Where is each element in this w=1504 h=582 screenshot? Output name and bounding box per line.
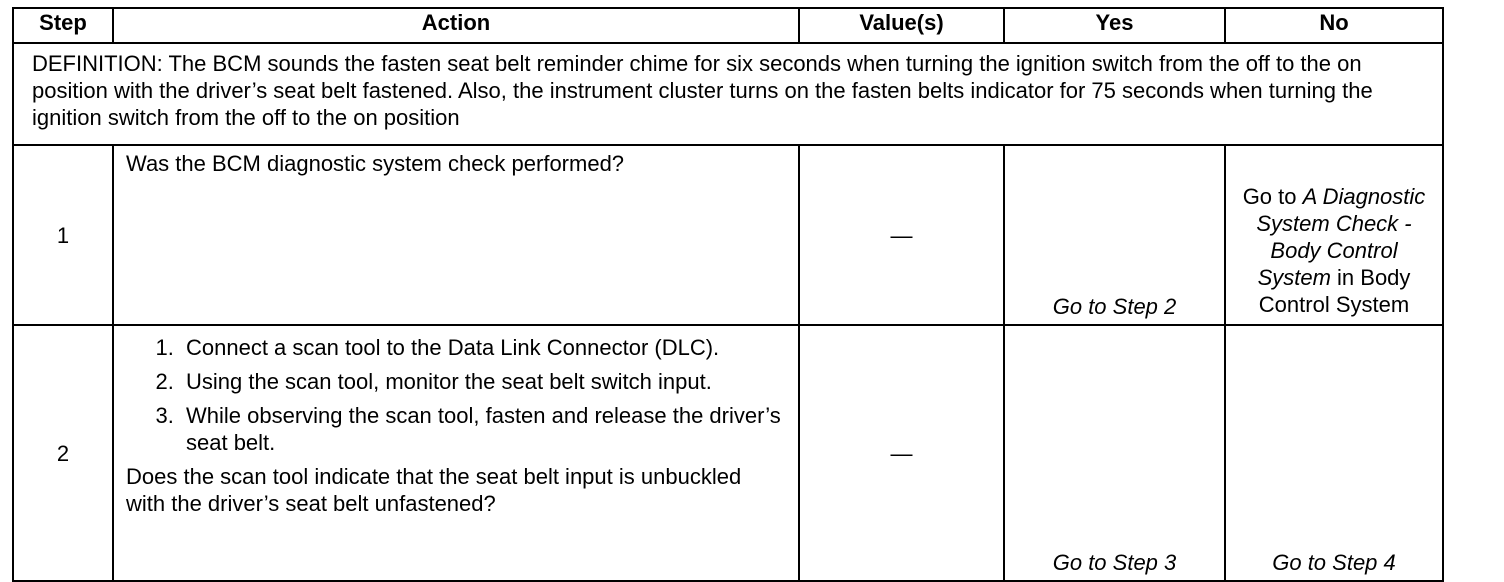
- table-row: [13, 325, 1443, 581]
- no-goto-prefix: Go to: [1242, 184, 1303, 209]
- no-cell: [1225, 145, 1443, 325]
- yes-cell: [1004, 145, 1225, 325]
- no-cell: [1225, 325, 1443, 581]
- value-dash: —: [890, 440, 913, 466]
- diagnostic-table-page: [12, 7, 1442, 575]
- action-step-item: 2. Using the scan tool, monitor the seat belt switch input.: [180, 368, 784, 395]
- header-yes: Yes: [1004, 8, 1225, 43]
- step-number: 1: [13, 145, 113, 325]
- action-question: Does the scan tool indicate that the seat belt input is unbuckled with the driver’s seat belt unfastened?: [126, 464, 742, 516]
- header-step: Step: [13, 8, 113, 43]
- action-question: Was the BCM diagnostic system check performed?: [126, 151, 625, 176]
- yes-cell: [1004, 325, 1225, 581]
- definition-text: DEFINITION: The BCM sounds the fasten seat belt reminder chime for six seconds when turning the ignition switch from the off to the on position with the driver’s seat belt fastened. Also, the instrument cluster turns on the fasten belts indicator for 75 seconds when turning the ignition switch from the off to the on position: [13, 43, 1443, 145]
- action-steps-list: [126, 334, 784, 456]
- header-no: No: [1225, 8, 1443, 43]
- header-row: [13, 8, 1443, 43]
- header-values: Value(s): [799, 8, 1004, 43]
- header-action: Action: [113, 8, 799, 43]
- action-cell: [113, 145, 799, 325]
- no-goto-suffix: in Body Control System: [1258, 265, 1411, 317]
- diagnostic-table: [12, 7, 1444, 582]
- action-step-item: 3. While observing the scan tool, fasten and release the driver’s seat belt.: [180, 402, 784, 456]
- value-cell: [799, 325, 1004, 581]
- value-cell: [799, 145, 1004, 325]
- value-dash: —: [890, 222, 913, 248]
- no-goto-link[interactable]: A Diagnostic System Check - Body Control System: [1256, 184, 1426, 290]
- no-goto-link[interactable]: Go to Step 4: [1272, 550, 1396, 575]
- step-number: 2: [13, 325, 113, 581]
- action-cell: [113, 325, 799, 581]
- table-row: [13, 145, 1443, 325]
- definition-row: [13, 43, 1443, 145]
- action-step-item: 1. Connect a scan tool to the Data Link Connector (DLC).: [180, 334, 784, 361]
- yes-goto-link[interactable]: Go to Step 3: [1052, 550, 1177, 575]
- yes-goto-link[interactable]: Go to Step 2: [1052, 294, 1177, 319]
